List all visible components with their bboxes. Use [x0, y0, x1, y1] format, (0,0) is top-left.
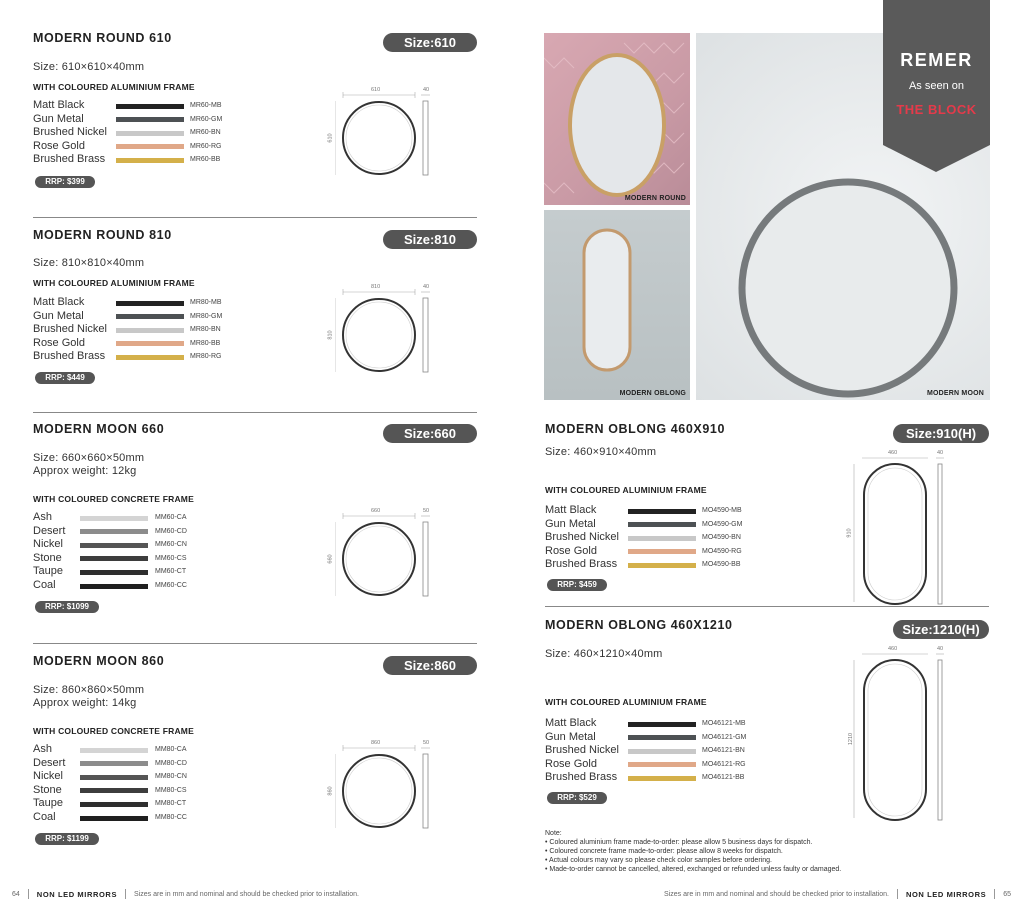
finish-name: Gun Metal	[33, 309, 84, 322]
show-logo: THE BLOCK	[896, 102, 977, 117]
note-line: • Coloured concrete frame made-to-order: please allow 8 weeks for dispatch.	[545, 848, 783, 855]
finish-name: Brushed Nickel	[545, 531, 619, 544]
finish-swatch	[116, 131, 184, 136]
finish-name: Ash	[33, 511, 52, 523]
page-number-left: 64	[12, 890, 20, 898]
finish-name: Rose Gold	[33, 336, 85, 349]
technical-drawing	[327, 740, 445, 835]
dimension-height: 860	[327, 786, 334, 796]
dimension-width: 460	[888, 450, 898, 456]
finish-code: MM80-CN	[155, 773, 187, 781]
finish-name: Gun Metal	[545, 517, 596, 530]
size-spec: Size: 460×1210×40mm	[545, 648, 663, 660]
divider	[33, 217, 477, 218]
round-mirror-drawing	[335, 284, 445, 379]
finish-swatch	[116, 158, 184, 163]
finish-code: MR80-BB	[190, 339, 221, 347]
finish-swatch	[80, 556, 148, 561]
rrp-badge: RRP: $459	[547, 579, 607, 591]
round-mirror-photo	[570, 55, 664, 195]
dimension-depth: 40	[423, 87, 430, 93]
finish-name: Desert	[33, 756, 66, 769]
footer-left	[12, 889, 359, 899]
dimension-depth: 40	[937, 646, 944, 652]
frame-heading: WITH COLOURED CONCRETE FRAME	[33, 726, 194, 736]
finish-name: Taupe	[33, 797, 63, 810]
size-spec: Size: 860×860×50mm	[33, 684, 145, 696]
finish-swatch	[628, 735, 696, 740]
finish-name: Gun Metal	[33, 112, 84, 125]
finish-code: MR60-BB	[190, 156, 221, 164]
finish-code: MO46121-RG	[702, 760, 746, 768]
photo-label-oblong: MODERN OBLONG	[619, 390, 686, 397]
size-pill: Size:860	[383, 656, 477, 675]
footer-right	[664, 889, 1011, 899]
finish-code: MR80-MB	[190, 299, 222, 306]
finish-code: MM80-CT	[155, 800, 187, 808]
size-pill: Size:1210(H)	[893, 620, 989, 639]
divider	[33, 643, 477, 644]
finish-code: MM60-CN	[155, 541, 187, 549]
pink-tile-pattern	[544, 33, 690, 205]
finish-swatch	[628, 563, 696, 568]
note-line: • Made-to-order cannot be cancelled, altered, exchanged or refunded unless faulty or damaged.	[545, 866, 842, 873]
finish-swatch	[628, 722, 696, 727]
dimension-depth: 50	[423, 740, 430, 746]
frame-heading: WITH COLOURED ALUMINIUM FRAME	[545, 697, 707, 707]
finish-name: Taupe	[33, 565, 63, 578]
dimension-depth: 50	[423, 508, 430, 514]
finish-swatch	[80, 802, 148, 807]
technical-drawing	[848, 646, 962, 826]
finish-name: Brushed Brass	[545, 771, 618, 784]
finish-swatch	[80, 529, 148, 534]
product-title: MODERN ROUND 810	[33, 228, 172, 242]
photo-label-moon: MODERN MOON	[926, 390, 984, 397]
size-spec: Size: 660×660×50mm	[33, 452, 145, 464]
finish-swatch	[628, 776, 696, 781]
size-pill: Size:610	[383, 33, 477, 52]
finish-swatch	[116, 341, 184, 346]
weight-spec: Approx weight: 12kg	[33, 465, 137, 477]
dimension-height: 910	[846, 528, 853, 538]
round-mirror-drawing	[335, 740, 445, 835]
photo-modern-oblong	[544, 210, 690, 400]
finish-code: MR80-RG	[190, 353, 222, 361]
finish-swatch	[116, 328, 184, 333]
finish-swatch	[628, 549, 696, 554]
dimension-width: 660	[371, 508, 381, 514]
footer-section-right: NON LED MIRRORS	[905, 889, 987, 899]
finish-swatch	[116, 314, 184, 319]
finish-code: MM80-CD	[155, 759, 187, 767]
note-heading: Note:	[545, 830, 562, 837]
finish-code: MR60-GM	[190, 115, 223, 123]
rrp-badge: RRP: $449	[35, 372, 95, 384]
finish-swatch	[80, 516, 148, 521]
size-pill: Size:660	[383, 424, 477, 443]
finish-code: MR80-BN	[190, 326, 221, 334]
finish-code: MO4590-MB	[702, 507, 742, 514]
finish-name: Matt Black	[33, 296, 85, 308]
finish-swatch	[628, 762, 696, 767]
size-pill: Size:810	[383, 230, 477, 249]
finish-swatch	[628, 749, 696, 754]
finish-code: MM80-CA	[155, 746, 187, 753]
round-mirror-drawing	[335, 87, 445, 182]
finish-name: Stone	[33, 783, 62, 796]
finish-name: Brushed Brass	[33, 350, 106, 363]
finish-code: MO46121-GM	[702, 733, 747, 741]
footer-separator	[28, 889, 29, 899]
finish-swatch	[80, 788, 148, 793]
size-spec: Size: 460×910×40mm	[545, 446, 657, 458]
photo-label-round: MODERN ROUND	[624, 195, 686, 202]
size-spec: Size: 810×810×40mm	[33, 257, 145, 269]
finish-code: MM80-CS	[155, 786, 187, 794]
size-pill: Size:910(H)	[893, 424, 989, 443]
dimension-height: 810	[327, 330, 334, 340]
footer-separator	[897, 889, 898, 899]
product-title: MODERN MOON 660	[33, 422, 165, 436]
divider	[33, 412, 477, 413]
finish-code: MM60-CC	[155, 582, 187, 589]
footer-separator	[125, 889, 126, 899]
rrp-badge: RRP: $529	[547, 792, 607, 804]
finish-code: MO46121-MB	[702, 720, 746, 727]
page-number-right: 65	[1003, 890, 1011, 898]
finish-swatch	[116, 117, 184, 122]
dimension-width: 860	[371, 740, 381, 746]
product-title: MODERN ROUND 610	[33, 31, 172, 45]
dimension-depth: 40	[937, 450, 944, 456]
finish-name: Desert	[33, 524, 66, 537]
dimension-width: 810	[371, 284, 381, 290]
finish-swatch	[80, 816, 148, 821]
finish-code: MO46121-BB	[702, 774, 745, 782]
technical-drawing	[846, 450, 962, 610]
finish-swatch	[628, 509, 696, 514]
frame-heading: WITH COLOURED CONCRETE FRAME	[33, 494, 194, 504]
finish-swatch	[80, 748, 148, 753]
finish-code: MO4590-RG	[702, 547, 742, 555]
dimension-width: 460	[888, 646, 898, 652]
finish-name: Gun Metal	[545, 730, 596, 743]
footer-section-left: NON LED MIRRORS	[36, 889, 118, 899]
finish-swatch	[80, 543, 148, 548]
finish-swatch	[80, 584, 148, 589]
finish-name: Brushed Nickel	[33, 126, 107, 139]
finish-swatch	[116, 301, 184, 306]
footer-separator	[994, 889, 995, 899]
finish-name: Matt Black	[545, 717, 597, 729]
finish-swatch	[116, 355, 184, 360]
rrp-badge: RRP: $1099	[35, 601, 99, 613]
round-mirror-drawing	[335, 508, 445, 603]
finish-name: Matt Black	[545, 504, 597, 516]
finish-name: Brushed Nickel	[545, 744, 619, 757]
dimension-height: 610	[327, 133, 334, 143]
finish-code: MM60-CD	[155, 527, 187, 535]
finish-code: MR60-MB	[190, 102, 222, 109]
frame-heading: WITH COLOURED ALUMINIUM FRAME	[33, 278, 195, 288]
note-line: • Coloured aluminium frame made-to-order: please allow 5 business days for dispatch.	[545, 839, 813, 846]
frame-heading: WITH COLOURED ALUMINIUM FRAME	[545, 485, 707, 495]
finish-name: Stone	[33, 551, 62, 564]
product-title: MODERN OBLONG 460X1210	[545, 618, 733, 632]
dimension-height: 660	[327, 554, 334, 564]
finish-code: MR60-BN	[190, 129, 221, 137]
finish-code: MO4590-BN	[702, 534, 741, 542]
technical-drawing	[327, 87, 445, 182]
product-title: MODERN OBLONG 460X910	[545, 422, 726, 436]
rrp-badge: RRP: $1199	[35, 833, 99, 845]
finish-name: Coal	[33, 811, 56, 823]
finish-name: Rose Gold	[545, 544, 597, 557]
finish-name: Nickel	[33, 538, 63, 551]
seen-on-text: As seen on	[908, 80, 965, 92]
finish-name: Ash	[33, 743, 52, 755]
photo-modern-round	[544, 33, 690, 205]
finish-code: MR80-GM	[190, 312, 223, 320]
finish-name: Brushed Brass	[545, 558, 618, 571]
finish-name: Brushed Nickel	[33, 323, 107, 336]
finish-code: MO46121-BN	[702, 747, 745, 755]
finish-code: MO4590-BB	[702, 561, 741, 569]
finish-swatch	[628, 522, 696, 527]
finish-name: Brushed Brass	[33, 153, 106, 166]
rrp-badge: RRP: $399	[35, 176, 95, 188]
finish-swatch	[116, 144, 184, 149]
oblong-mirror-drawing	[852, 646, 962, 826]
brand-logo: REMER	[900, 50, 973, 70]
oblong-mirror-photo	[544, 210, 690, 400]
footer-disclaimer-right: Sizes are in mm and nominal and should be checked prior to installation.	[664, 890, 889, 898]
finish-swatch	[80, 761, 148, 766]
oblong-mirror-drawing	[852, 450, 962, 610]
finish-swatch	[80, 570, 148, 575]
finish-name: Nickel	[33, 770, 63, 783]
finish-code: MM60-CT	[155, 568, 187, 576]
technical-drawing	[327, 508, 445, 603]
product-title: MODERN MOON 860	[33, 654, 165, 668]
dimension-depth: 40	[423, 284, 430, 290]
size-spec: Size: 610×610×40mm	[33, 61, 145, 73]
finish-code: MM80-CC	[155, 814, 187, 821]
promo-banner	[883, 0, 990, 172]
dimension-width: 610	[371, 87, 381, 93]
finish-name: Coal	[33, 579, 56, 591]
finish-swatch	[628, 536, 696, 541]
finish-name: Matt Black	[33, 99, 85, 111]
finish-code: MM60-CA	[155, 514, 187, 521]
finish-name: Rose Gold	[545, 757, 597, 770]
note-block	[545, 829, 985, 874]
finish-name: Rose Gold	[33, 139, 85, 152]
dimension-height: 1210	[848, 732, 855, 746]
frame-heading: WITH COLOURED ALUMINIUM FRAME	[33, 82, 195, 92]
weight-spec: Approx weight: 14kg	[33, 697, 137, 709]
technical-drawing	[327, 284, 445, 379]
note-line: • Actual colours may vary so please check color samples before ordering.	[545, 857, 772, 864]
finish-code: MM60-CS	[155, 554, 187, 562]
finish-code: MR60-RG	[190, 142, 222, 150]
finish-swatch	[116, 104, 184, 109]
footer-disclaimer-left: Sizes are in mm and nominal and should be checked prior to installation.	[134, 890, 359, 898]
finish-code: MO4590-GM	[702, 520, 743, 528]
finish-swatch	[80, 775, 148, 780]
